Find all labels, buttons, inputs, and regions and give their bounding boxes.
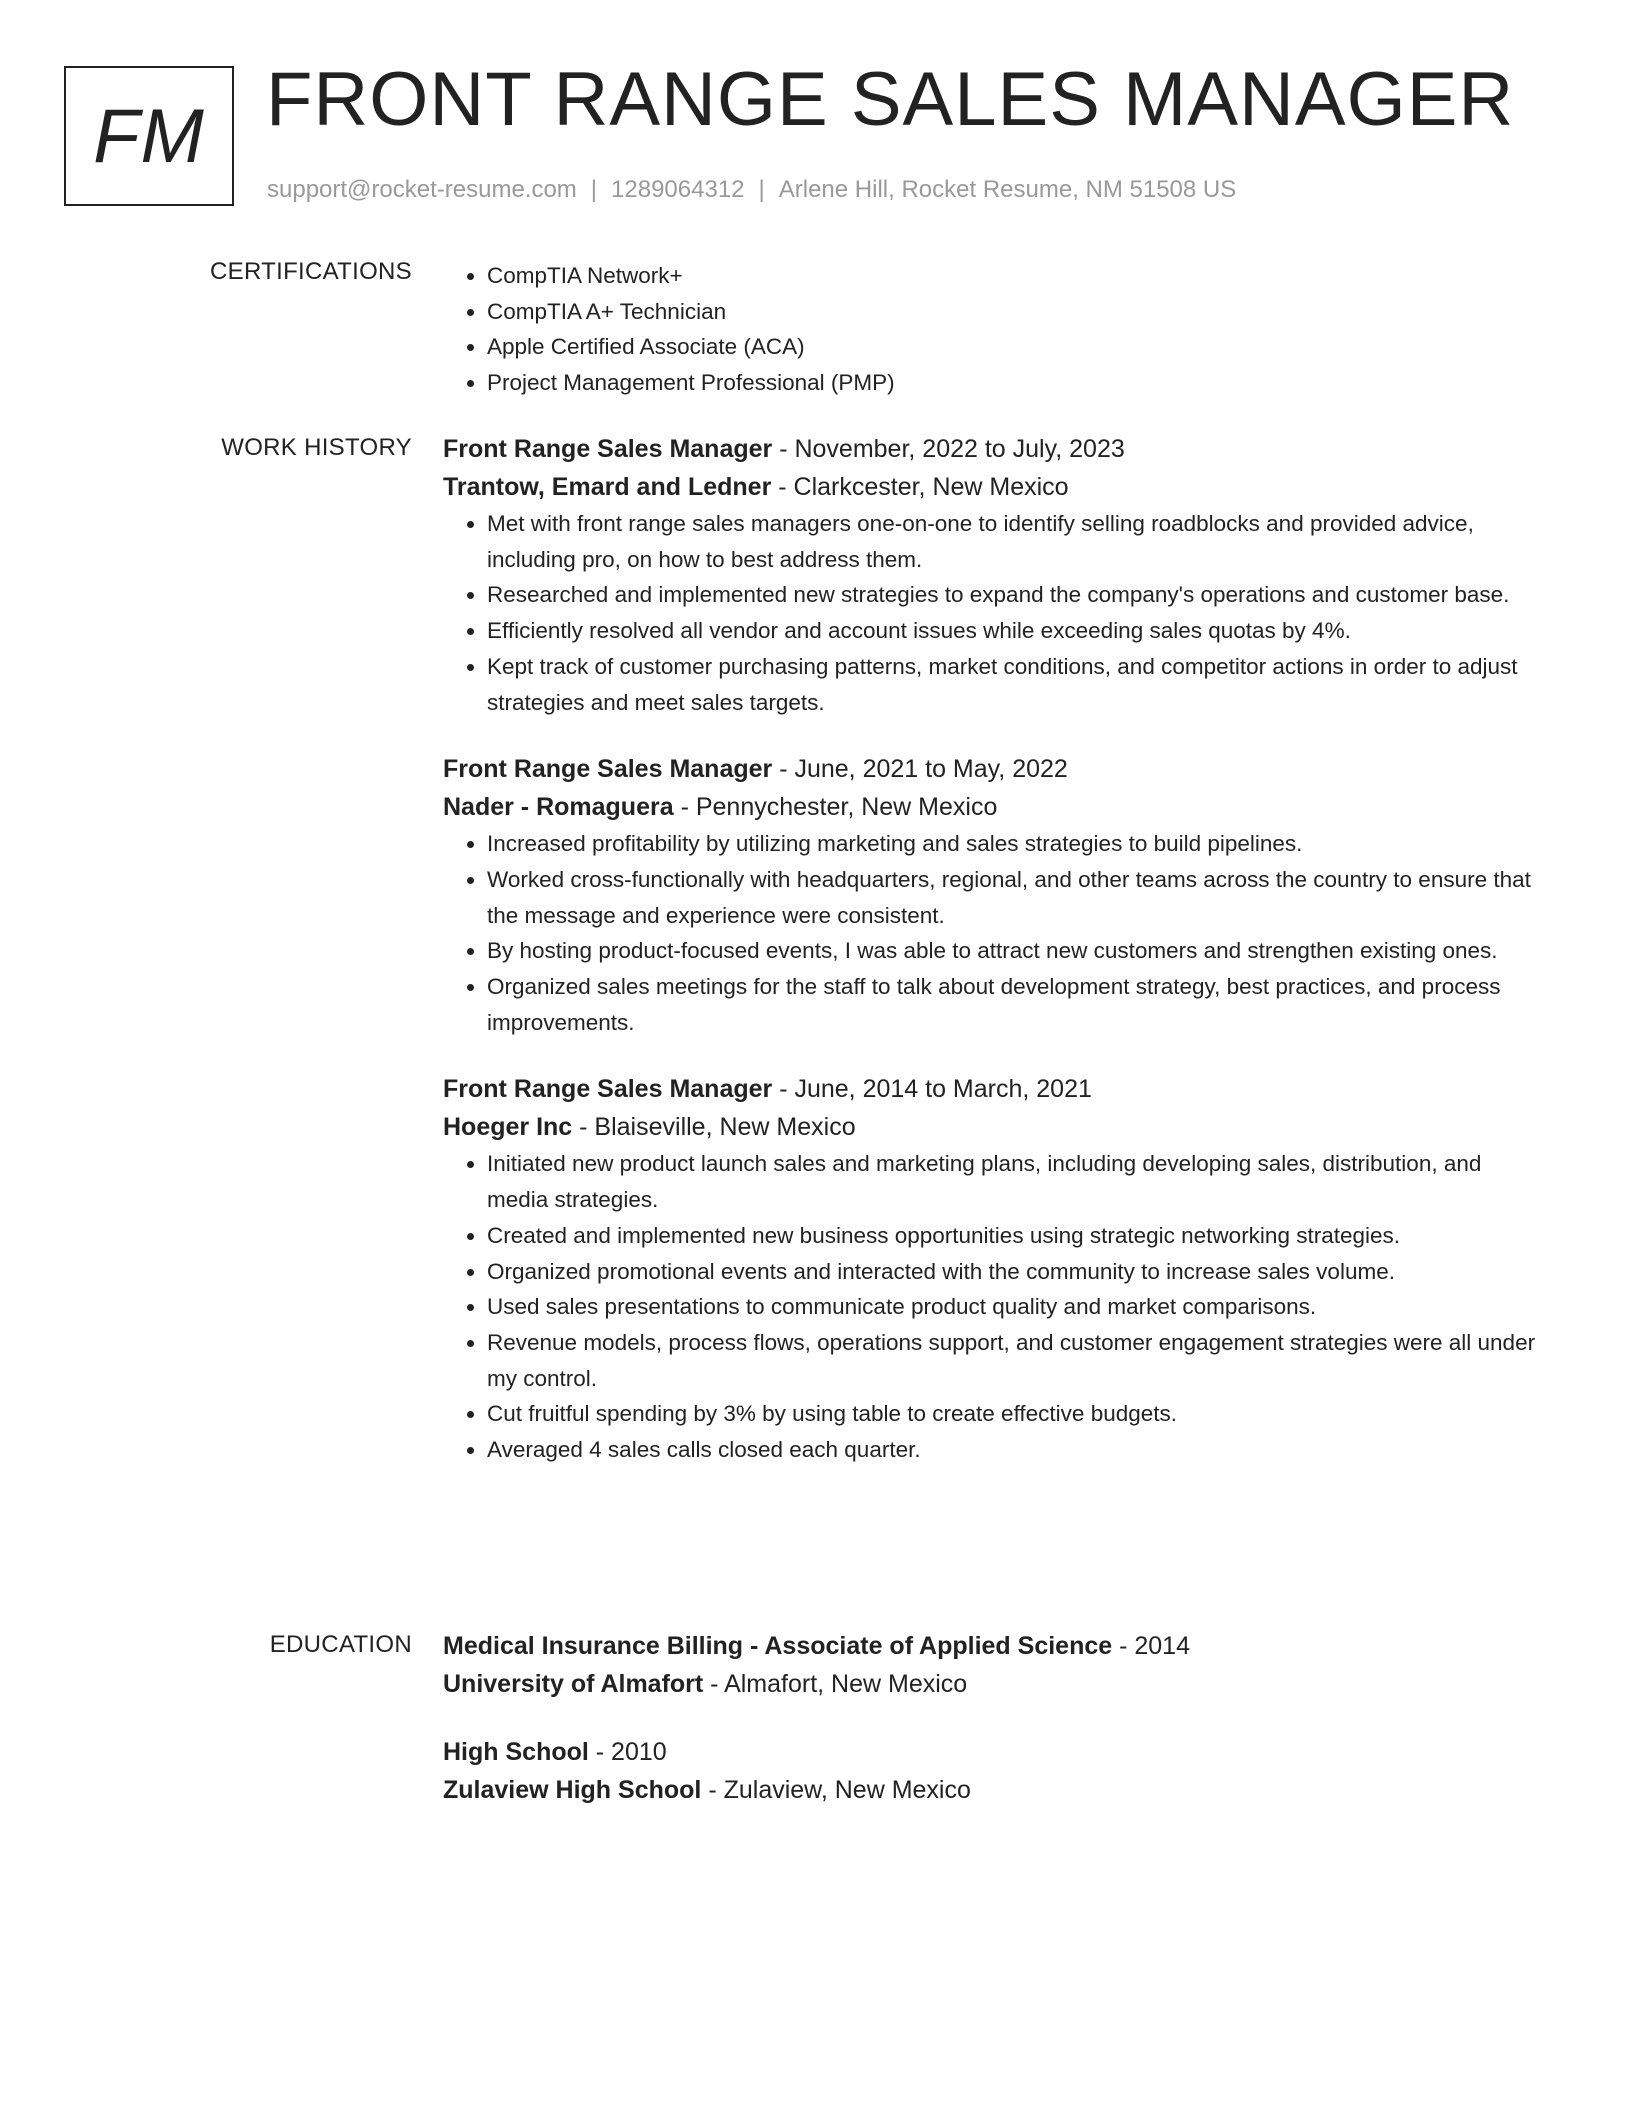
education-degree-line [443,1627,1543,1665]
work-history-content [443,430,1543,1498]
job-company: Nader - Romaguera [443,793,674,822]
education-entry [443,1733,1543,1809]
education-content [443,1627,1543,1839]
list-item: • Cut fruitful spending by 3% by using table to create effective budgets. [487,1396,1543,1432]
education-school-line [443,1771,1543,1809]
job-company-line [443,468,1543,506]
job-company-line [443,788,1543,826]
job-dates: - November, 2022 to July, 2023 [772,435,1125,463]
list-item: • Apple Certified Associate (ACA) [487,329,1543,365]
education-school: Zulaview High School [443,1776,702,1804]
list-item: • CompTIA A+ Technician [487,294,1543,330]
list-item: • Efficiently resolved all vendor and account issues while exceeding sales quotas by 4%. [487,613,1543,649]
education-location: - Zulaview, New Mexico [701,1776,971,1804]
education-entry [443,1627,1543,1703]
contact-phone: 1289064312 [611,176,745,203]
job-title: Front Range Sales Manager [443,1075,773,1104]
list-item: • Met with front range sales managers one-on-one to identify selling roadblocks and provided advice, including pro, on how to best address them. [487,506,1543,577]
contact-separator: | [758,176,765,203]
list-item: • Created and implemented new business opportunities using strategic networking strategies. [487,1218,1543,1254]
certifications-content [443,258,1543,401]
job-company: Trantow, Emard and Ledner [443,473,772,501]
list-item: • CompTIA Network+ [487,258,1543,294]
job-dates: - June, 2014 to March, 2021 [772,1075,1092,1104]
list-item: • Kept track of customer purchasing patterns, market conditions, and competitor actions in order to adjust strategies and meet sales targets. [487,649,1543,720]
job-dates: - June, 2021 to May, 2022 [772,755,1068,784]
section-label-education: EDUCATION [269,1631,412,1658]
contact-separator: | [590,176,598,203]
job-location: - Pennychester, New Mexico [673,793,998,822]
education-school: University of Almafort [443,1670,704,1698]
job-title: Front Range Sales Manager [443,755,773,784]
list-item: • By hosting product-focused events, I was able to attract new customers and strengthen existing ones. [487,933,1543,969]
job-title-line [443,1070,1543,1108]
job-title-line [443,750,1543,788]
section-label-certifications: CERTIFICATIONS [210,258,412,285]
contact-line [267,176,1236,204]
job-bullets [443,826,1543,1040]
list-item: • Organized promotional events and interacted with the community to increase sales volume. [487,1254,1543,1290]
list-item: • Researched and implemented new strategies to expand the company's operations and customer base. [487,577,1543,613]
education-degree: Medical Insurance Billing - Associate of Applied Science [443,1632,1113,1660]
list-item: • Averaged 4 sales calls closed each quarter. [487,1432,1543,1468]
contact-email: support@rocket-resume.com [267,176,577,203]
job-bullets [443,506,1543,720]
list-item: • Initiated new product launch sales and marketing plans, including developing sales, distribution, and media strategies. [487,1146,1543,1217]
monogram-box [64,66,234,206]
education-degree-line [443,1733,1543,1771]
education-school-line [443,1665,1543,1703]
job-entry [443,1070,1543,1467]
job-entry [443,750,1543,1040]
job-title: Front Range Sales Manager [443,435,773,463]
list-item: • Worked cross-functionally with headquarters, regional, and other teams across the country to ensure that the message and experience were consistent. [487,862,1543,933]
list-item: • Used sales presentations to communicate product quality and market comparisons. [487,1289,1543,1325]
education-location: - Almafort, New Mexico [703,1670,968,1698]
job-title-line [443,430,1543,468]
list-item: • Organized sales meetings for the staff to talk about development strategy, best practices, and process improvements. [487,969,1543,1040]
education-degree: High School [443,1738,589,1766]
job-location: - Clarkcester, New Mexico [771,473,1069,501]
job-entry [443,430,1543,720]
certifications-list [443,258,1543,401]
list-item: • Increased profitability by utilizing marketing and sales strategies to build pipelines. [487,826,1543,862]
job-company-line [443,1108,1543,1146]
list-item: • Project Management Professional (PMP) [487,365,1543,401]
education-year: - 2014 [1112,1632,1190,1660]
job-location: - Blaiseville, New Mexico [572,1113,856,1142]
monogram-initials: FM [93,93,205,179]
job-bullets [443,1146,1543,1467]
education-year: - 2010 [588,1738,667,1766]
section-label-work-history: WORK HISTORY [221,434,412,461]
contact-address: Arlene Hill, Rocket Resume, NM 51508 US [778,176,1237,203]
list-item: • Revenue models, process flows, operations support, and customer engagement strategies were all under my control. [487,1325,1543,1396]
resume-title: FRONT RANGE SALES MANAGER [266,57,1515,142]
job-company: Hoeger Inc [443,1113,573,1142]
